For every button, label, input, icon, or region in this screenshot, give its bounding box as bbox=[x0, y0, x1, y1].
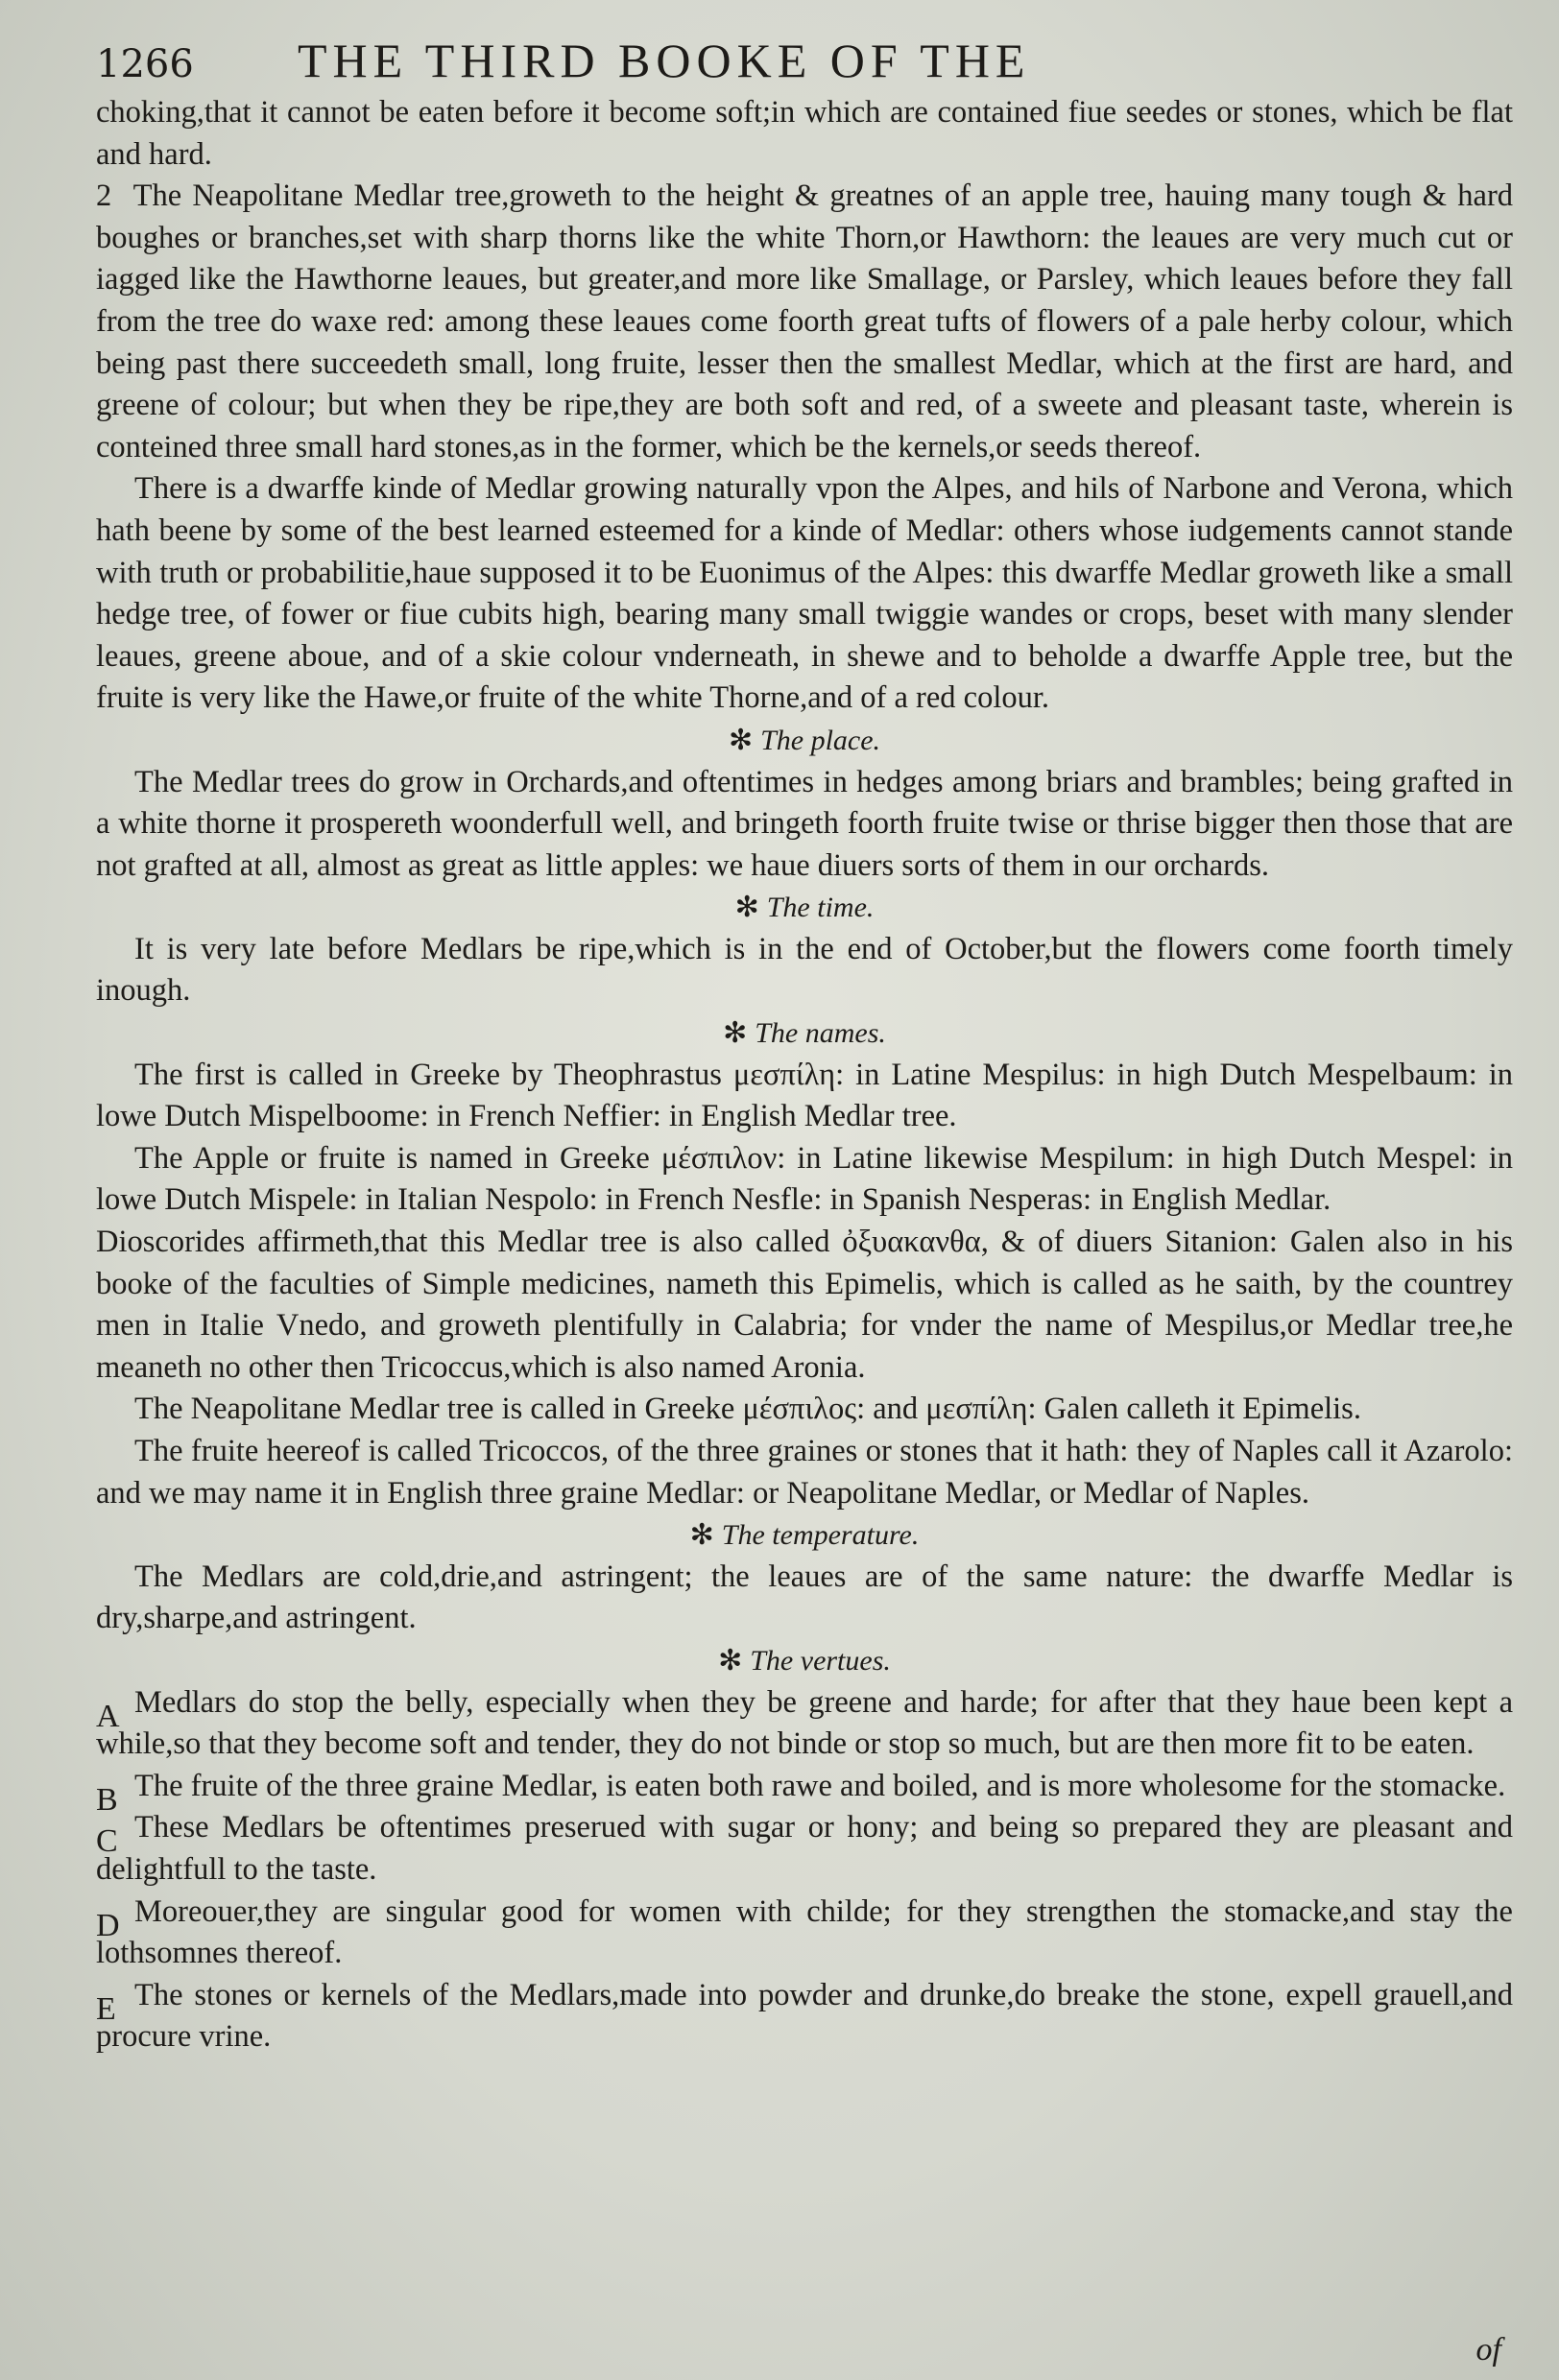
vertue-item bbox=[96, 1682, 1513, 1766]
paragraph-temperature: The Medlars are cold,drie,and astringent; the leaues are of the same nature: the dwarffe Medlar is dry,sharpe,and astringent. bbox=[96, 1559, 1513, 1636]
vertue-item bbox=[96, 1975, 1513, 2059]
heading-names bbox=[96, 1012, 1513, 1055]
heading-vertues bbox=[96, 1640, 1513, 1682]
flower-ornament-icon: ✻ bbox=[723, 1017, 748, 1050]
margin-letter: E bbox=[96, 1990, 116, 2027]
heading-vertues-text: The vertues. bbox=[750, 1644, 891, 1677]
vertue-text: Medlars do stop the belly, especially when they be greene and harde; for after that they haue been kept a while,so that they become soft and tender, they do not binde or stop so much, but are then more fit to be eaten. bbox=[96, 1684, 1513, 1762]
paragraph-names-3: Dioscorides affirmeth,that this Medlar tree is also called ὀξυακανθα, & of diuers Sitanion: Galen also in his booke of the faculties of Simple medicines, nameth this Epimelis, which is called as he saith, by the countrey men in Italie Vnedo, and groweth plentifully in Calabria; for vnder the name of Mespilus,or Medlar tree,he meaneth no other then Tricoccus,which is also named Aronia. bbox=[96, 1225, 1513, 1385]
margin-letter: C bbox=[96, 1823, 118, 1860]
flower-ornament-icon: ✻ bbox=[718, 1644, 743, 1677]
paragraph-names-5: The fruite heereof is called Tricoccos, of the three graines or stones that it hath: they of Naples call it Azarolo: and we may name it in English three graine Medlar: or Neapolitane Medlar, or Medlar of Naples. bbox=[96, 1434, 1513, 1511]
running-head bbox=[96, 33, 1513, 92]
vertue-text: The stones or kernels of the Medlars,made into powder and drunke,do breake the stone, expell grauell,and procure vrine. bbox=[96, 1977, 1513, 2055]
heading-names-text: The names. bbox=[755, 1017, 886, 1050]
vertue-item bbox=[96, 1807, 1513, 1891]
page-number: 1266 bbox=[96, 42, 194, 86]
flower-ornament-icon: ✻ bbox=[734, 892, 759, 924]
flower-ornament-icon: ✻ bbox=[689, 1519, 714, 1552]
vertue-item bbox=[96, 1892, 1513, 1975]
heading-temperature bbox=[96, 1514, 1513, 1557]
margin-letter: A bbox=[96, 1698, 120, 1734]
heading-temperature-text: The temperature. bbox=[721, 1519, 920, 1552]
heading-time-text: The time. bbox=[766, 892, 875, 924]
margin-letter: B bbox=[96, 1781, 118, 1818]
item-number: 2 bbox=[96, 178, 112, 214]
margin-letter: D bbox=[96, 1907, 120, 1943]
catchword: of bbox=[1475, 2332, 1501, 2368]
heading-place-text: The place. bbox=[760, 724, 881, 756]
vertue-text: These Medlars be oftentimes preserued with sugar or hony; and being so prepared they are pleasant and delightfull to the taste. bbox=[96, 1810, 1513, 1887]
running-title: THE THIRD BOOKE OF THE bbox=[298, 34, 1031, 87]
paragraph-opening: choking,that it cannot be eaten before it become soft;in which are contained fiue seedes or stones, which be flat and hard. bbox=[96, 95, 1513, 172]
vertue-text: The fruite of the three graine Medlar, is eaten both rawe and boiled, and is more wholesome for the stomacke. bbox=[134, 1768, 1506, 1803]
heading-place bbox=[96, 720, 1513, 762]
heading-time bbox=[96, 887, 1513, 929]
paragraph-names-1: The first is called in Greeke by Theophrastus μεσπίλη: in Latine Mespilus: in high Dutch Mespelbaum: in lowe Dutch Mispelboome: in French Neffier: in English Medlar tree. bbox=[96, 1057, 1513, 1134]
paragraph-neapolitane-text: The Neapolitane Medlar tree,groweth to the height & greatnes of an apple tree, hauing many tough & hard boughes or branches,set with sharp thorns like the white Thorn,or Hawthorn: the leaues are very much cut or iagged like the Hawthorne leaues, but greater,and more like Smallage, or Parsley, which leaues before they fall from the tree do waxe red: among these leaues come foorth great tufts of flowers of a pale herby colour, which being past there succeedeth small, long fruite, lesser then the smallest Medlar, which at the first are hard, and greene of colour; but when they be ripe,they are both soft and red, of a sweete and pleasant taste, wherein is conteined three small hard stones,as in the former, which be the kernels,or seeds thereof. bbox=[96, 178, 1514, 464]
flower-ornament-icon: ✻ bbox=[728, 724, 754, 756]
vertue-text: Moreouer,they are singular good for women with childe; for they strengthen the stomacke,and stay the lothsomnes thereof. bbox=[96, 1893, 1513, 1971]
paragraph-neapolitane bbox=[96, 176, 1513, 468]
paragraph-place: The Medlar trees do grow in Orchards,and oftentimes in hedges among briars and brambles; being grafted in a white thorne it prospereth woonderfull well, and bringeth foorth fruite twise or thrise bigger then those that are not grafted at all, almost as great as little apples: we haue diuers sorts of them in our orchards. bbox=[96, 764, 1513, 883]
vertue-item bbox=[96, 1766, 1513, 1818]
paragraph-time: It is very late before Medlars be ripe,which is in the end of October,but the flowers come foorth timely inough. bbox=[96, 931, 1513, 1009]
paragraph-names-2: The Apple or fruite is named in Greeke μέσπιλον: in Latine likewise Mespilum: in high Dutch Mespel: in lowe Dutch Mispele: in Italian Nespolo: in French Nesfle: in Spanish Nesperas: in English Medlar. bbox=[96, 1140, 1513, 1218]
body-text bbox=[96, 92, 1513, 2059]
paragraph-dwarffe: There is a dwarffe kinde of Medlar growing naturally vpon the Alpes, and hils of Narbone and Verona, which hath beene by some of the best learned esteemed for a kinde of Medlar: others whose iudgements cannot stande with truth or probabilitie,haue supposed it to be Euonimus of the Alpes: this dwarffe Medlar groweth like a small hedge tree, of fower or fiue cubits high, bearing many small twiggie wandes or crops, beset with many slender leaues, greene aboue, and of a skie colour vnderneath, in shewe and to beholde a dwarffe Apple tree, but the fruite is very like the Hawe,or fruite of the white Thorne,and of a red colour. bbox=[96, 471, 1513, 716]
paragraph-names-4: The Neapolitane Medlar tree is called in Greeke μέσπιλος: and μεσπίλη: Galen calleth it Epimelis. bbox=[134, 1392, 1361, 1427]
